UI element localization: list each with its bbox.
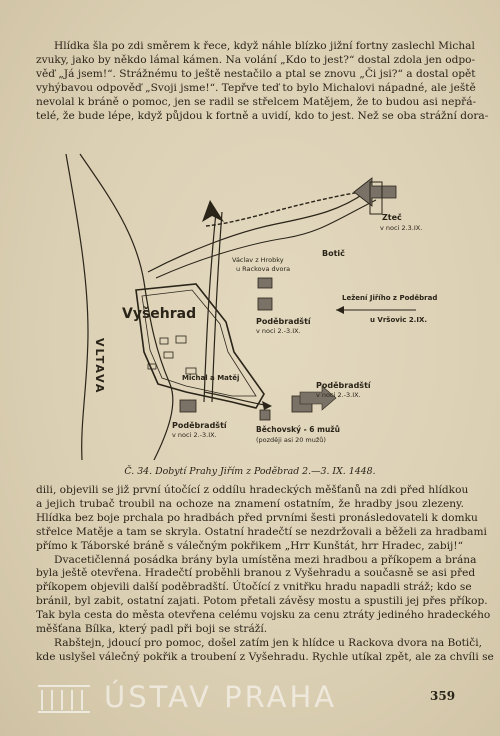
text-line: byla ještě otevřena. Hradečtí proběhli branou z Vyšehradu a současně se asi před <box>36 567 476 580</box>
map-figure <box>36 152 464 462</box>
building <box>164 352 173 358</box>
text-line: telé, že bude lépe, když půjdou k fortně a uvidí, kdo to jest. Než se oba strážní dora- <box>36 109 489 122</box>
bechovsky-label-1: Běchovský - 6 mužů <box>256 425 340 434</box>
text-line: vyhýbavou odpověď „Svoji jsme!“. Tepřve teď to bylo Michalovi nápadné, ale ještě <box>36 81 476 94</box>
text-line: dili, objevili se již první útočící z oddílu hradeckých měšťanů na zdi před hlídkou <box>36 484 469 496</box>
lezeni-label-1: Ležení Jiřího z Poděbrad <box>342 294 438 302</box>
michal-arrow-head <box>262 401 272 410</box>
vltava-left-bank <box>66 154 88 460</box>
bechovsky-label-2: (později asi 20 mužů) <box>256 436 326 444</box>
michal-label: Michal a Matěj <box>182 374 240 382</box>
vltava-label: VLTAVA <box>93 338 106 395</box>
paragraph-top <box>36 40 489 123</box>
text-line: bránil, byl zabit, ostatní zajati. Potom přetali závěsy mostu a spustili jej přes příkop. <box>36 595 488 608</box>
podebradsti-sublabel-3: v noci 2.-3.IX. <box>172 431 217 439</box>
zlec-label: Zteč <box>382 213 402 222</box>
zlec-sublabel: v noci 2.3.IX. <box>380 224 423 232</box>
vaclav-label-1: Václav z Hrobky <box>232 256 284 264</box>
text-line: Hlídka šla po zdi směrem k řece, když náhle blízko jižní fortny zaslechl Michal <box>54 40 475 52</box>
podebradsti-label-3: Poděbradští <box>172 421 227 430</box>
text-line: nevolal k bráně o pomoc, jen se radil se střelcem Matějem, že to budou asi nepřá- <box>36 95 477 108</box>
podebradsti-block-1 <box>258 298 272 310</box>
podebradsti-label-2: Poděbradští <box>316 381 371 390</box>
text-line: přímo k Táborské bráně s válečným pokřikem „Hrr Kunštát, hrr Hradec, zabij!“ <box>36 539 463 552</box>
text-line: zvuky, jako by někdo lámal kámen. Na volání „Kdo to jest?“ dostal zdola jen odpo- <box>36 53 476 66</box>
text-line: Hlídka bez boje prchala po hradbách před prvními šesti pronásledovateli k domku <box>36 511 478 524</box>
podebradsti-block-3 <box>180 400 196 412</box>
building <box>176 336 186 343</box>
page-number: 359 <box>430 689 456 703</box>
text-line: Dvacetičlenná posádka brány byla umístěna mezi hradbou a příkopem a brána <box>54 553 477 566</box>
text-line: příkopem objevili další poděbradští. Útočící z vnitřku hradu napadli stráž; kdo se <box>36 581 472 594</box>
podebradsti-label-1: Poděbradští <box>256 317 311 326</box>
podebradsti-sublabel-2: v noci 2.-3.IX. <box>316 391 361 399</box>
text-line: měšťana Bílka, který padl při boji se stráží. <box>36 623 268 636</box>
vaclav-label-2: u Rackova dvora <box>236 265 291 273</box>
text-line: věď „Já jsem!“. Strážnému to ještě nestačilo a ptal se znovu „Či jsi?“ a dostal opět <box>36 67 476 80</box>
attack-path-east <box>206 190 372 226</box>
map-drawing <box>36 152 464 462</box>
vysehrad-label: Vyšehrad <box>122 306 197 322</box>
text-line: a jejich trubač troubil na ochoze na znamení ostatním, že hradby jsou zlezeny. <box>36 497 464 510</box>
building <box>160 338 168 344</box>
text-line: Rabštejn, jdoucí pro pomoc, došel zatím jen k hlídce u Rackova dvora na Botiči, <box>54 636 482 649</box>
text-line: kde uslyšel válečný pokřik a troubení z Vyšehradu. Rychle utíkal zpět, ale za chvíli se <box>36 650 494 663</box>
botic-label: Botič <box>322 249 345 258</box>
vaclav-block <box>258 278 272 288</box>
institution-logo-icon <box>34 680 94 714</box>
lezeni-arrow-head <box>336 306 344 314</box>
paragraph-bottom <box>36 484 494 665</box>
arrow-head-north <box>202 200 224 222</box>
watermark: ÚSTAV PRAHA <box>104 680 338 714</box>
text-line: střelce Matěje a tam se skryla. Ostatní hradečtí se nezdržovali a běželi za hradbami <box>36 525 487 538</box>
lezeni-label-2: u Vršovic 2.IX. <box>370 316 428 324</box>
bechovsky-block <box>260 410 270 420</box>
text-line: Tak byla cesta do města otevřena celému vojsku za cenu ztráty jediného hradeckého <box>36 609 491 622</box>
figure-caption: Č. 34. Dobytí Prahy Jiřím z Poděbrad 2.—3. IX. 1448. <box>124 466 376 477</box>
podebradsti-sublabel-1: v noci 2.-3.IX. <box>256 327 301 335</box>
